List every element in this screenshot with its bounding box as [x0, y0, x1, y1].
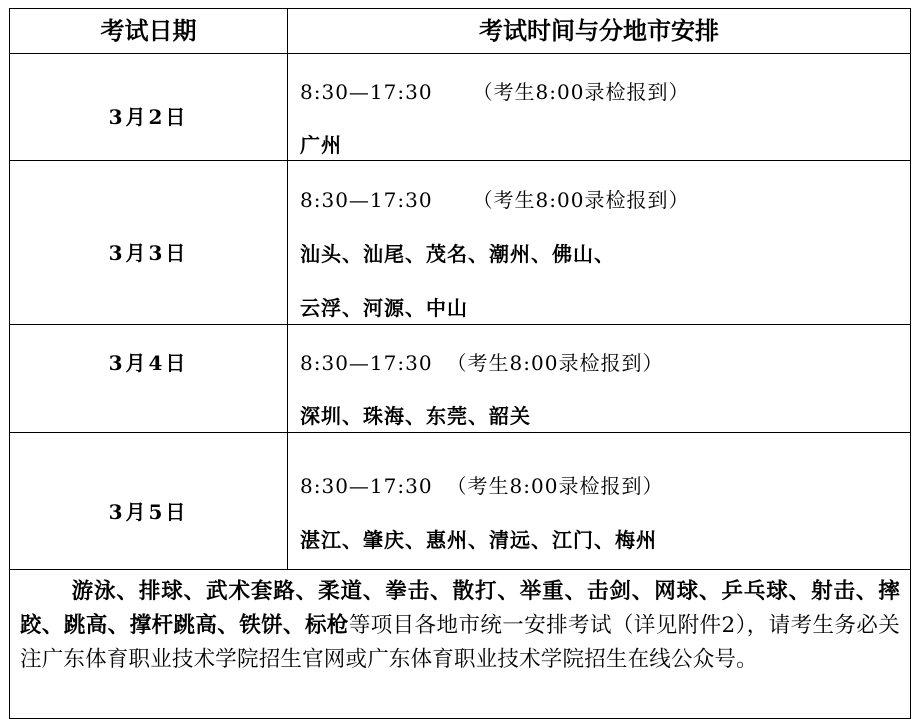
row-divider	[10, 324, 910, 325]
row-cities: 云浮、河源、中山	[300, 296, 468, 320]
header-schedule: 考试时间与分地市安排	[479, 17, 719, 45]
checkin-note: （考生8:00录检报到）	[472, 188, 690, 212]
time-range: 8:30—17:30	[300, 80, 433, 104]
column-divider	[287, 9, 288, 569]
row-date: 3月5日	[108, 500, 189, 524]
sports-list: 游泳、排球、武术套路、柔道、拳击、散打、举重、击剑、网球、乒乓球、射击、摔跤、跳高、撑杆跳高、铁饼、标枪	[20, 579, 900, 638]
row-time	[300, 347, 663, 376]
row-divider	[10, 569, 910, 570]
row-time	[300, 184, 689, 213]
exam-note	[20, 575, 900, 677]
row-cities: 深圳、珠海、东莞、韶关	[300, 404, 531, 428]
time-range: 8:30—17:30	[300, 351, 433, 375]
row-cities: 湛江、肇庆、惠州、清远、江门、梅州	[300, 528, 657, 552]
row-divider	[10, 160, 910, 161]
checkin-note: （考生8:00录检报到）	[446, 474, 664, 498]
row-time	[300, 470, 663, 499]
header-date: 考试日期	[100, 17, 197, 45]
row-date: 3月3日	[108, 241, 189, 265]
row-date: 3月4日	[108, 351, 189, 375]
note-text: 等项目各地市统一安排考试（详见附件2），请考生务必关注广东体育职业技术学院招生官网或广东体育职业技术学院招生在线公众号。	[20, 613, 900, 672]
time-range: 8:30—17:30	[300, 474, 433, 498]
checkin-note: （考生8:00录检报到）	[446, 351, 664, 375]
exam-schedule-table	[9, 8, 911, 719]
row-divider	[10, 53, 910, 54]
row-cities: 广州	[300, 133, 342, 157]
time-range: 8:30—17:30	[300, 188, 433, 212]
row-cities: 汕头、汕尾、茂名、潮州、佛山、	[300, 242, 615, 266]
row-time	[300, 76, 689, 105]
checkin-note: （考生8:00录检报到）	[472, 80, 690, 104]
row-divider	[10, 432, 910, 433]
row-date: 3月2日	[108, 105, 189, 129]
